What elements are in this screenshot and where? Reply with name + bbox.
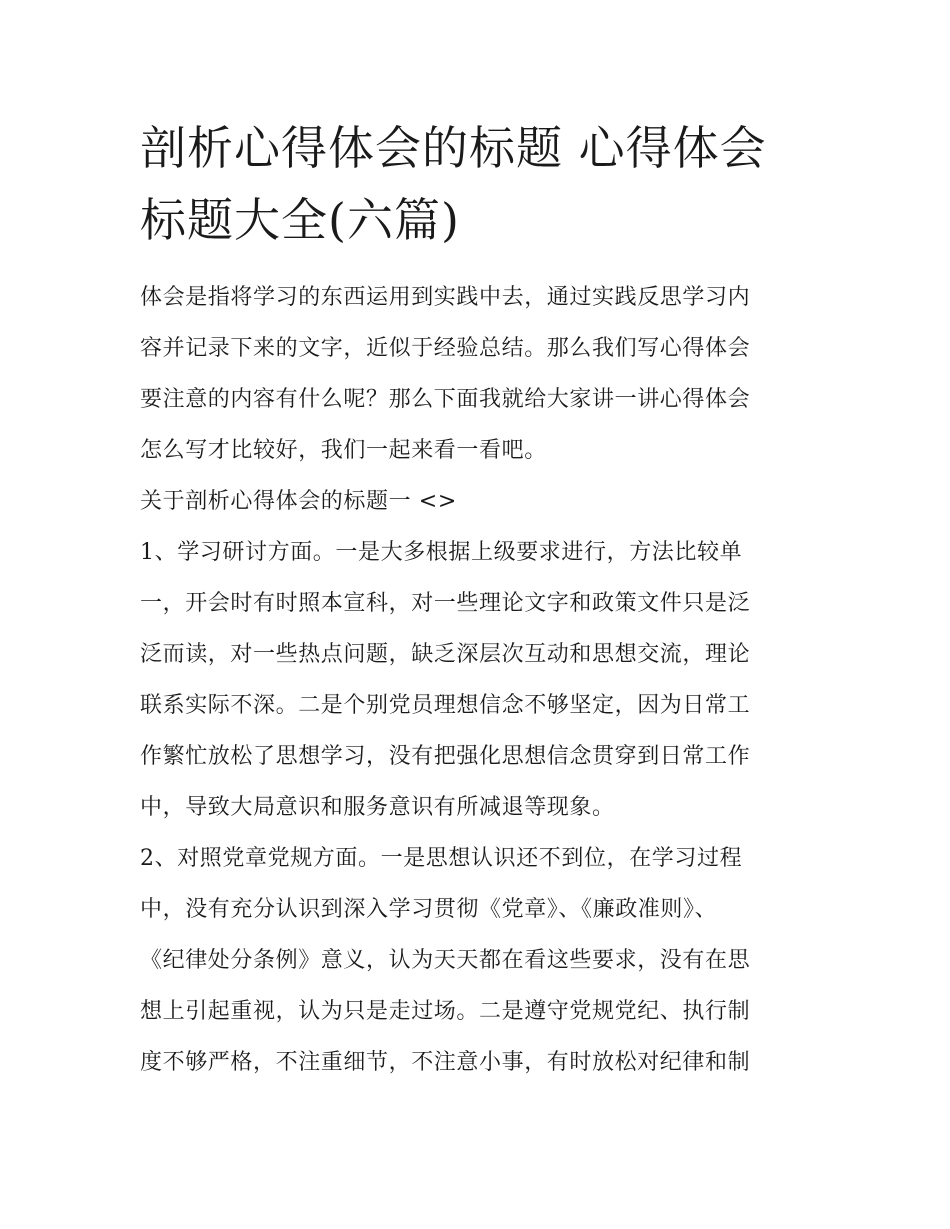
text-line: 想上引起重视，认为只是走过场。二是遵守党规党纪、执行制 — [140, 999, 751, 1024]
text-line: 《纪律处分条例》意义，认为天天都在看这些要求，没有在思 — [140, 948, 751, 973]
text-line: 联系实际不深。二是个别党员理想信念不够坚定，因为日常工 — [140, 693, 751, 718]
item-1-paragraph — [140, 527, 812, 833]
text-line: 度不够严格，不注重细节，不注意小事，有时放松对纪律和制 — [140, 1050, 751, 1075]
text-line: 容并记录下来的文字，近似于经验总结。那么我们写心得体会 — [140, 336, 751, 361]
intro-paragraph — [140, 272, 812, 476]
text-line: 泛而读，对一些热点问题，缺乏深层次互动和思想交流，理论 — [140, 642, 751, 667]
text-line: 作繁忙放松了思想学习，没有把强化思想信念贯穿到日常工作 — [140, 744, 751, 769]
text-line: 中，没有充分认识到深入学习贯彻《党章》、《廉政准则》、 — [140, 897, 718, 922]
text-line: 一，开会时有时照本宣科，对一些理论文字和政策文件只是泛 — [140, 591, 751, 616]
document-page — [140, 112, 812, 1088]
text-line: 要注意的内容有什么呢？那么下面我就给大家讲一讲心得体会 — [140, 387, 751, 412]
title-line: 剖析心得体会的标题 心得体会 — [140, 121, 767, 175]
item-2-paragraph — [140, 833, 812, 1088]
text-line: 2、对照党章党规方面。一是思想认识还不到位，在学习过程 — [140, 846, 743, 871]
text-line: 怎么写才比较好，我们一起来看一看吧。 — [140, 438, 547, 463]
text-line: 中，导致大局意识和服务意识有所减退等现象。 — [140, 795, 615, 820]
text-line: 体会是指将学习的东西运用到实践中去，通过实践反思学习内 — [140, 285, 751, 310]
document-title — [140, 112, 812, 256]
section-heading: 关于剖析心得体会的标题一 <> — [140, 489, 457, 514]
document-body — [140, 272, 812, 1088]
text-line: 1、学习研讨方面。一是大多根据上级要求进行，方法比较单 — [140, 540, 743, 565]
title-line: 标题大全(六篇) — [140, 193, 460, 247]
